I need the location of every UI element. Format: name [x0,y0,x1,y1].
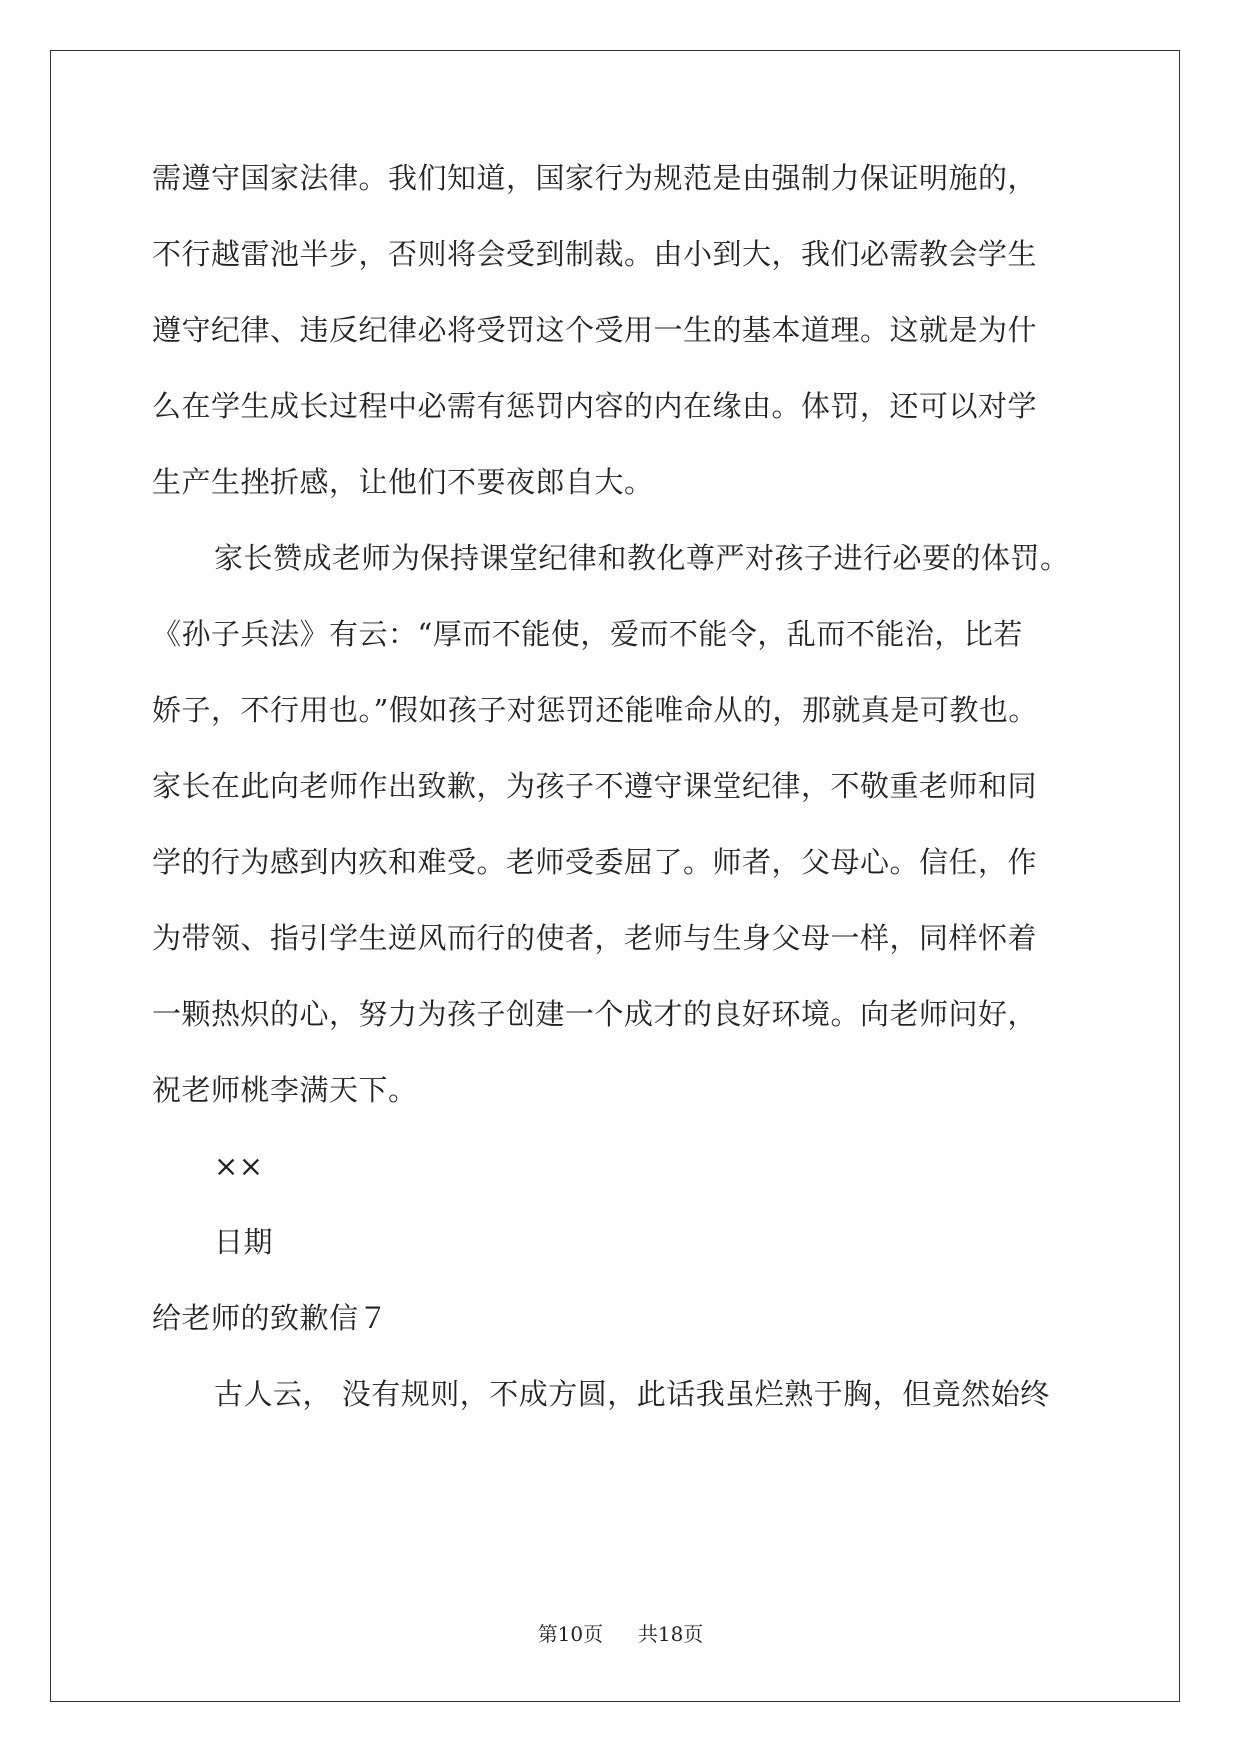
section-heading: 给老师的致歉信７ [152,1301,389,1335]
paragraph-line-11: 为带领、指引学生逆风而行的使者，老师与生身父母一样，同样怀着 [152,921,1038,955]
page-number-current: 第10页 [537,1622,604,1646]
paragraph-line-2: 不行越雷池半步，否则将会受到制裁。由小到大，我们必需教会学生 [152,237,1038,271]
paragraph-line-17: 古人云， 没有规则，不成方圆，此话我虽烂熟于胸，但竟然始终 [214,1377,1050,1411]
paragraph-line-1: 需遵守国家法律。我们知道，国家行为规范是由强制力保证明施的， [152,161,1038,195]
paragraph-line-12: 一颗热炽的心，努力为孩子创建一个成才的良好环境。向老师问好， [152,997,1038,1031]
paragraph-line-8: 娇子，不行用也。”假如孩子对惩罚还能唯命从的，那就真是可教也。 [152,693,1038,727]
paragraph-line-6: 家长赞成老师为保持课堂纪律和教化尊严对孩子进行必要的体罚。 [214,541,1070,575]
paragraph-line-13: 祝老师桃李满天下。 [152,1073,418,1107]
paragraph-line-10: 学的行为感到内疚和难受。老师受委屈了。师者，父母心。信任，作 [152,845,1038,879]
paragraph-line-5: 生产生挫折感，让他们不要夜郎自大。 [152,465,654,499]
paragraph-line-3: 遵守纪律、违反纪律必将受罚这个受用一生的基本道理。这就是为什 [152,313,1038,347]
date-label: 日期 [214,1225,274,1259]
paragraph-line-4: 么在学生成长过程中必需有惩罚内容的内在缘由。体罚，还可以对学 [152,389,1038,423]
paragraph-line-9: 家长在此向老师作出致歉，为孩子不遵守课堂纪律，不敬重老师和同 [152,769,1038,803]
page-number-total: 共18页 [637,1622,704,1646]
signature: ×× [214,1149,264,1183]
paragraph-line-7: 《孙子兵法》有云：“厚而不能使，爱而不能令，乱而不能治，比若 [152,617,1023,651]
page-footer [0,1620,1241,1648]
